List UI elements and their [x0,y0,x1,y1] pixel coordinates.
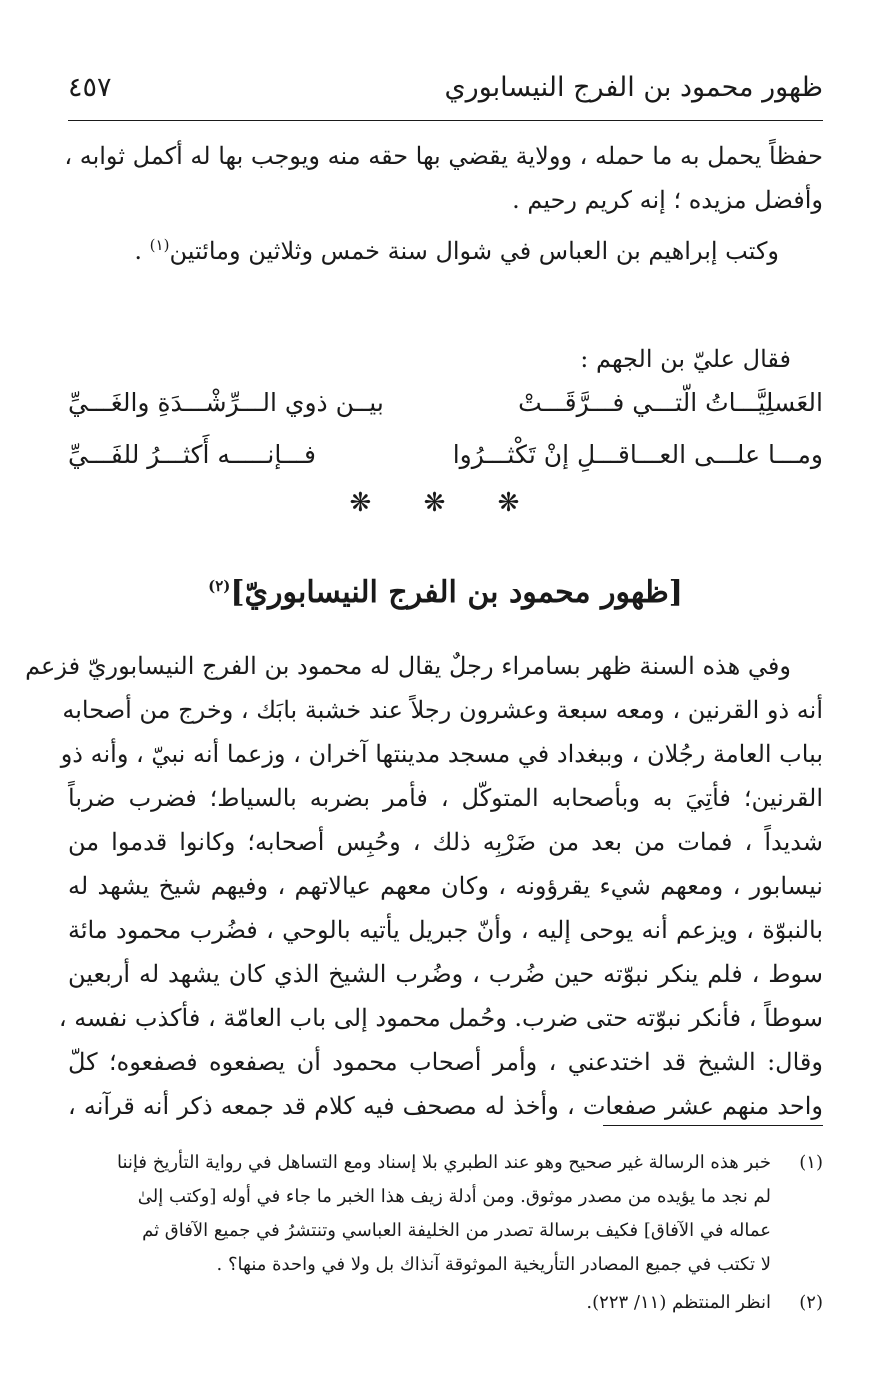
footnote-number: (١) [799,1152,823,1173]
footnote-line: لا تكتب في جميع المصادر التأريخية الموثوقة آنذاك بل ولا في واحدة منها؟ . [216,1254,771,1275]
body-line: نيسابور ، ومعهم شيء يقرؤونه ، وكان معهم عيالاتهم ، وفيهم شيخ يشهد له [68,872,823,900]
running-title: ظهور محمود بن الفرج النيسابوري [444,72,823,103]
footnote-text: خبر هذه الرسالة غير صحيح وهو عند الطبري بلا إسناد ومع التساهل في رواية التأريخ فإننا [117,1152,771,1173]
body-line: بباب العامة رجُلان ، وببغداد في مسجد مدينتها آخران ، وزعما أنه نبيّ ، وأنه ذو [60,740,823,768]
section-separator: ❋ ❋ ❋ [349,488,542,518]
poem-intro: فقال عليّ بن الجهم : [580,345,791,373]
footnote-number: (٢) [799,1292,823,1313]
section-heading-text: [ظهور محمود بن الفرج النيسابوريّ] [230,575,683,610]
verse-hemistich-first: ومـــا علـــى العـــاقـــلِ إنْ تَكْثـــرُوا [452,440,823,469]
verse-hemistich-second: فـــإنـــــه أَكثـــرُ للفَـــيِّ [68,440,316,469]
footnote-ref: (١) [149,236,170,254]
header-divider [68,120,823,121]
verse-row [68,388,823,432]
footnote-line: لم نجد ما يؤيده من مصدر موثوق. ومن أدلة زيف هذا الخبر ما جاء في أوله [وكتب إلىٰ [137,1186,771,1207]
body-line: وأفضل مزيده ؛ إنه كريم رحيم . [512,186,823,214]
verse-hemistich-second: بيــن ذوي الـــرِّشْـــدَةِ والغَـــيِّ [68,388,384,417]
signature-text: وكتب إبراهيم بن العباس في شوال سنة خمس وثلاثين ومائتين [169,237,779,265]
body-line: واحد منهم عشر صفعات ، وأخذ له مصحف فيه كلام قد جمعه ذكر أنه قرآنه ، [68,1092,824,1120]
verse-row [68,440,823,484]
footnote-ref: (٢) [208,577,231,595]
body-line: وفي هذه السنة ظهر بسامراء رجلٌ يقال له محمود بن الفرج النيسابوريّ فزعم [25,652,791,680]
body-line: القرنين؛ فأتِيَ به وبأصحابه المتوكّل ، فأمر بضربه بالسياط؛ فضرب ضرباً [68,784,823,812]
body-line: بالنبوّة ، ويزعم أنه يوحى إليه ، وأنّ جبريل يأتيه بالوحي ، فضُرب محمود مائة [68,916,823,944]
body-line: وقال: الشيخ قد اختدعني ، وأمر أصحاب محمود أن يصفعوه فصفعوه؛ كلّ [68,1048,823,1076]
body-line: حفظاً يحمل به ما حمله ، وولاية يقضي بها حقه منه ويوجب بها له أكمل ثوابه ، [64,142,823,170]
body-line: سوطاً ، فأنكر نبوّته حتى ضرب. وحُمل محمود إلى باب العامّة ، فأكذب نفسه ، [58,1004,823,1032]
body-line: سوط ، فلم ينكر نبوّته حين ضُرب ، وضُرب الشيخ الذي كان يشهد له أربعين [68,960,823,988]
verse-hemistich-first: العَسلِيَّـــاتُ الّتـــي فـــرَّقَـــتْ [518,388,823,417]
footnote-divider [603,1125,823,1126]
body-line: أنه ذو القرنين ، ومعه سبعة وعشرون رجلاً عند خشبة بابَك ، وخرج من أصحابه [62,696,823,724]
footnote-text: انظر المنتظم (١١/ ٢٢٣). [586,1292,771,1313]
footnote-line: عماله في الآفاق] فكيف برسالة تصدر من الخليفة العباسي وتنتشرُ في جميع الآفاق ثم [142,1220,771,1241]
body-line: شديداً ، فمات من بعد من ضَرْبِه ذلك ، وحُبِس أصحابه؛ وكانوا قدموا من [68,828,823,856]
page-number: ٤٥٧ [68,72,112,103]
section-heading [0,575,891,610]
letter-signature [134,237,779,265]
running-header [68,68,823,108]
signature-end: . [134,237,150,265]
